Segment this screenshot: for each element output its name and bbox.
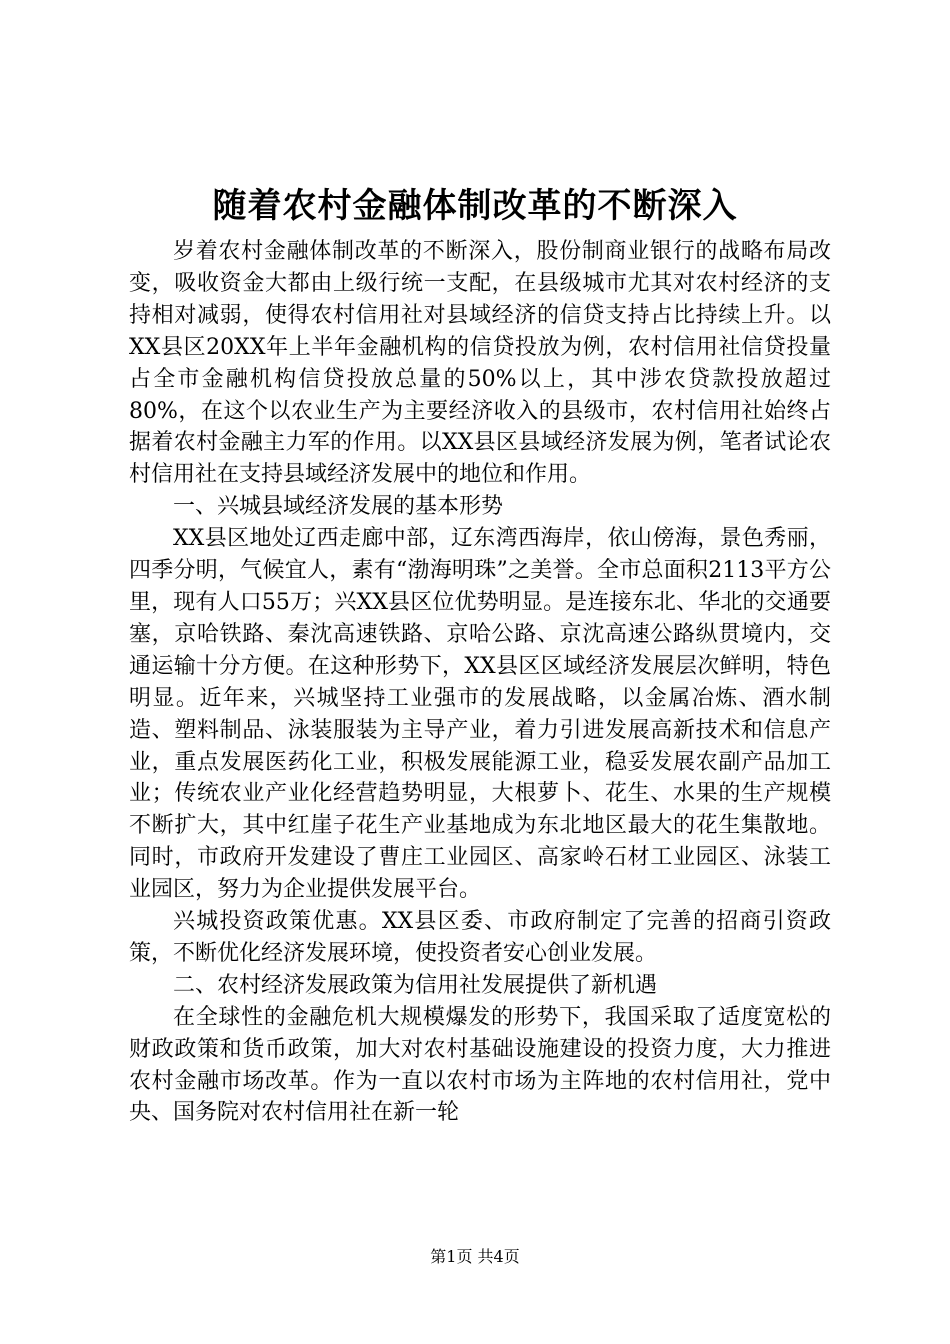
- paragraph-region-overview: XX县区地处辽西走廊中部，辽东湾西海岸，依山傍海，景色秀丽，四季分明，气候宜人，素有“渤海明珠”之美誉。全市总面积2113平方公里，现有人口55万；兴XX县区位优势明显。是连接东北、华北的交通要塞，京哈铁路、秦沈高速铁路、京哈公路、京沈高速公路纵贯境内，交通运输十分方便。在这种形势下，XX县区区域经济发展层次鲜明，特色明显。近年来，兴城坚持工业强市的发展战略，以金属冶炼、酒水制造、塑料制品、泳装服装为主导产业，着力引进发展高新技术和信息产业，重点发展医药化工业，积极发展能源工业，稳妥发展农副产品加工业；传统农业产业化经营趋势明显，大根萝卜、花生、水果的生产规模不断扩大，其中红崖子花生产业基地成为东北地区最大的花生集散地。同时，市政府开发建设了曹庄工业园区、高家岭石材工业园区、泳装工业园区，努力为企业提供发展平台。: [129, 526, 831, 903]
- section-heading-1: 一、兴城县域经济发展的基本形势: [173, 494, 504, 520]
- document-title: 随着农村金融体制改革的不断深入: [212, 186, 738, 226]
- paragraph-intro: 岁着农村金融体制改革的不断深入，股份制商业银行的战略布局改变，吸收资金大都由上级行统一支配，在县级城市尤其对农村经济的支持相对减弱，使得农村信用社对县域经济的信贷支持占比持续上升。以XX县区20XX年上半年金融机构的信贷投放为例，农村信用社信贷投量占全市金融机构信贷投放总量的50%以上，其中涉农贷款投放超过80%，在这个以农业生产为主要经济收入的县级市，农村信用社始终占据着农村金融主力军的作用。以XX县区县域经济发展为例，笔者试论农村信用社在支持县域经济发展中的地位和作用。: [129, 239, 831, 488]
- paragraph-investment-policy: 兴城投资政策优惠。XX县区委、市政府制定了完善的招商引资政策，不断优化经济发展环境，使投资者安心创业发展。: [129, 909, 831, 966]
- document-body: [129, 236, 831, 1129]
- paragraph-new-opportunity: 在全球性的金融危机大规模爆发的形势下，我国采取了适度宽松的财政政策和货币政策，加大对农村基础设施建设的投资力度，大力推进农村金融市场改革。作为一直以农村市场为主阵地的农村信用社，党中央、国务院对农村信用社在新一轮: [129, 1004, 831, 1126]
- section-heading-2: 二、农村经济发展政策为信用社发展提供了新机遇: [173, 972, 658, 998]
- page-number: 第1页 共4页: [430, 1247, 520, 1266]
